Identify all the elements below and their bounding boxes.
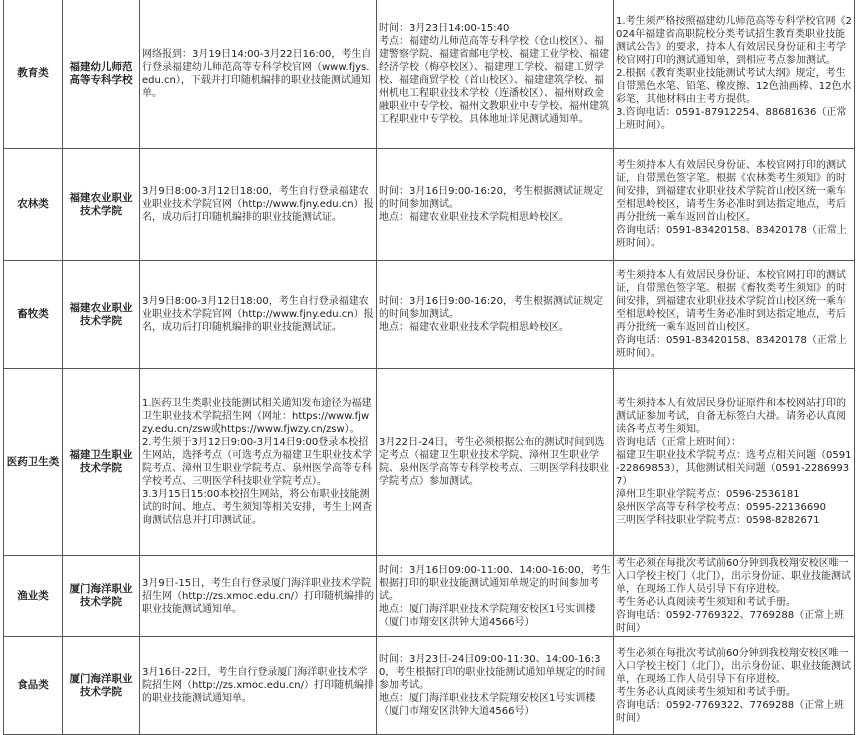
table-row — [4, 149, 855, 261]
category-cell: 畜牧类 — [4, 261, 63, 369]
test-time-location-cell: 时间：3月16日9:00-16:20，考生根据测试证规定的时间参加测试。 地点：福建农业职业技术学院相思岭校区。 — [377, 261, 614, 369]
table-row — [4, 369, 855, 556]
registration-cell: 3月9日8:00-3月12日18:00，考生自行登录福建农业职业技术学院官网（http://www.fjny.edu.cn）报名，成功后打印随机编排的职业技能测试证。 — [140, 149, 377, 261]
category-cell: 医药卫生类 — [4, 369, 63, 556]
school-cell: 福建幼儿师范高等专科学校 — [63, 0, 140, 149]
notes-cell: 考生须持本人有效居民身份证、本校官网打印的测试证，自带黑色签字笔。根据《畜牧类考生须知》的时间安排，到福建农业职业技术学院首山校区统一乘车至相思岭校区，请考生务必准时到达指定地点，考后再分批统一乘车返回首山校区。 咨询电话：0591-83420158、83420178（正常上班时间）。 — [614, 261, 855, 369]
registration-cell: 1.医药卫生类职业技能测试相关通知发布途径为福建卫生职业技术学院招生网（网址：https://www.fjwzy.edu.cn/zsw或https://www.fjwzy.cn/zsw）。 2.考生须于3月12日9:00-3月14日9:00登录本校招生网站，选择考点（可选考点为福建卫生职业技术学院考点、漳州卫生职业学院考点、泉州医学高等专科学校考点、三明医学科技职业学院考点）。 3.3月15日15:00本校招生网站，将公布职业技能测试的时间、地点、考生须知等相关安排，考生上网查询测试信息并打印测试证。 — [140, 369, 377, 556]
school-cell: 福建农业职业技术学院 — [63, 261, 140, 369]
table-row — [4, 637, 855, 735]
category-cell: 渔业类 — [4, 556, 63, 637]
notes-cell: 考生须持本人有效居民身份证、本校官网打印的测试证，自带黑色签字笔。根据《农林类考生须知》的时间安排，到福建农业职业技术学院首山校区统一乘车至相思岭校区，请考生务必准时到达指定地点，考后再分批统一乘车返回首山校区。 咨询电话：0591-83420158、83420178（正常上班时间）。 — [614, 149, 855, 261]
category-cell: 农林类 — [4, 149, 63, 261]
registration-cell: 3月9日-15日，考生自行登录厦门海洋职业技术学院招生网（http://zs.xmoc.edu.cn/）打印随机编排的职业技能测试通知单。 — [140, 556, 377, 637]
registration-cell: 3月9日8:00-3月12日18:00，考生自行登录福建农业职业技术学院官网（http://www.fjny.edu.cn）报名，成功后打印随机编排的职业技能测试证。 — [140, 261, 377, 369]
test-time-location-cell: 时间：3月16日9:00-16:20，考生根据测试证规定的时间参加测试。 地点：福建农业职业技术学院相思岭校区。 — [377, 149, 614, 261]
registration-cell: 3月16日-22日，考生自行登录厦门海洋职业技术学院招生网（http://zs.xmoc.edu.cn/）打印随机编排的职业技能测试通知单。 — [140, 637, 377, 735]
notes-cell: 考生须持本人有效居民身份证原件和本校网站打印的测试证参加考试，自备无标签白大褂。请务必认真阅读各考点考生须知。 咨询电话（正常上班时间）： 福建卫生职业技术学院考点：选考点相关问题（0591-22869853），其他测试相关问题（0591-22869937） 漳州卫生职业学院考点：0596-2536181 泉州医学高等专科学校考点：0595-22136690 三明医学科技职业学院考点：0598-8282671 — [614, 369, 855, 556]
school-cell: 厦门海洋职业技术学院 — [63, 556, 140, 637]
school-cell: 福建卫生职业技术学院 — [63, 369, 140, 556]
table-row — [4, 556, 855, 637]
table-row — [4, 261, 855, 369]
test-time-location-cell: 3月22日-24日，考生必须根据公布的测试时间到选定考点（福建卫生职业技术学院、漳州卫生职业学院、泉州医学高等专科学校考点、三明医学科技职业学院考点）参加测试。 — [377, 369, 614, 556]
table-row — [4, 0, 855, 149]
test-time-location-cell: 时间：3月23日-24日09:00-11:30、14:00-16:30，考生根据打印的职业技能测试通知单规定的时间参加考试。 地点：厦门海洋职业技术学院翔安校区1号实训楼（厦门市翔安区洪钟大道4566号） — [377, 637, 614, 735]
test-time-location-cell: 时间：3月23日14:00-15:40 考点：福建幼儿师范高等专科学校（仓山校区）、福建警察学院、福建省邮电学校、福建工业学校、福建经济学校（梅亭校区）、福建理工学校、福建工贸学校、福建商贸学校（首山校区）、福建建筑学校、福州机电工程职业技术学校（连潘校区）、福州财政金融职业中专学校、福州文教职业中专学校、福州建筑工程职业中专学校。具体地址详见测试通知单。 — [377, 0, 614, 149]
notes-cell: 1.考生须严格按照福建幼儿师范高等专科学校官网《2024年福建省高职院校分类考试招生教育类职业技能测试公告》的要求，持本人有效居民身份证和主考学校官网打印的测试通知单，到相应考点参加测试。 2.根据《教育类职业技能测试考试大纲》规定，考生自带黑色水笔、铅笔、橡皮擦、12色油画棒、12色水彩笔，其他材料由主考方提供。 3.咨询电话：0591-87912254、88681636（正常上班时间）。 — [614, 0, 855, 149]
school-cell: 厦门海洋职业技术学院 — [63, 637, 140, 735]
notes-cell: 考生必须在每批次考试前60分钟到我校翔安校区唯一入口学校主校门（北门），出示身份证、职业技能测试单，在现场工作人员引导下有序进校。 考生务必认真阅读考生须知和考试手册。 咨询电话：0592-7769322、7769288（正常上班时间） — [614, 556, 855, 637]
school-cell: 福建农业职业技术学院 — [63, 149, 140, 261]
category-cell: 食品类 — [4, 637, 63, 735]
exam-schedule-table — [3, 0, 855, 735]
test-time-location-cell: 时间：3月16日09:00-11:00、14:00-16:00，考生根据打印的职业技能测试通知单规定的时间参加考试。 地点：厦门海洋职业技术学院翔安校区1号实训楼（厦门市翔安区洪钟大道4566号） — [377, 556, 614, 637]
category-cell: 教育类 — [4, 0, 63, 149]
registration-cell: 网络报到：3月19日14:00-3月22日16:00，考生自行登录福建幼儿师范高等专科学校官网（www.fjys.edu.cn），下载并打印随机编排的职业技能测试通知单。 — [140, 0, 377, 149]
notes-cell: 考生必须在每批次考试前60分钟到我校翔安校区唯一入口学校主校门（北门），出示身份证、职业技能测试单，在现场工作人员引导下有序进校。 考生务必认真阅读考生须知和考试手册。 咨询电话：0592-7769322、7769288（正常上班时间） — [614, 637, 855, 735]
